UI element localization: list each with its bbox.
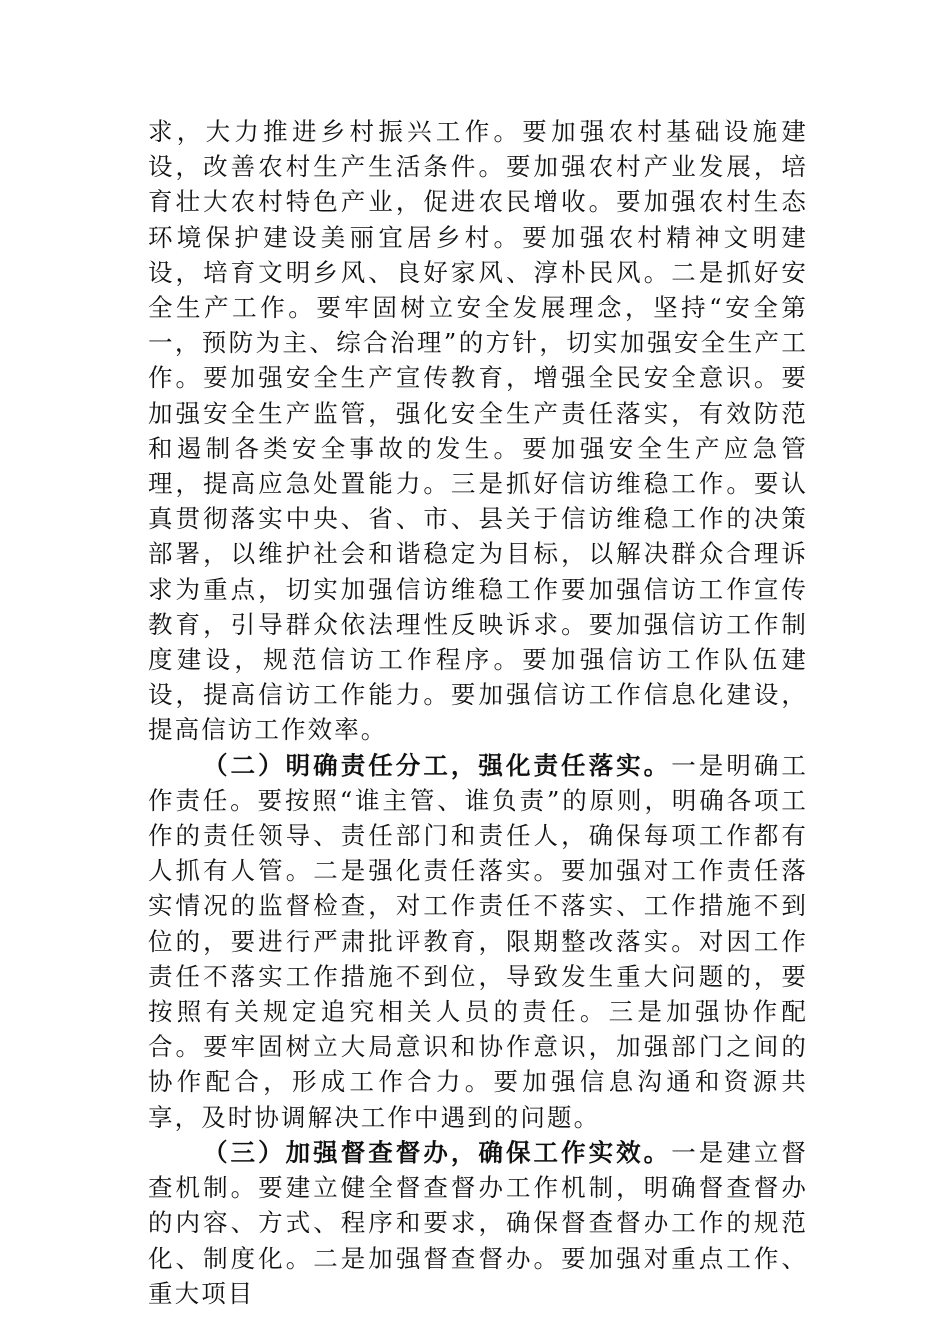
paragraph-section-2 <box>148 748 808 1135</box>
paragraph-continued <box>148 114 808 748</box>
section-heading: （二）明确责任分工，强化责任落实。 <box>203 750 672 780</box>
paragraph-text: 一是建立督查机制。要建立健全督查督办工作机制，明确督查督办的内容、方式、程序和要求，确保督查督办工作的规范化、制度化。二是加强督查督办。要加强对重点工作、重大项目 <box>148 1137 809 1308</box>
document-body <box>148 114 808 1311</box>
paragraph-text: 求，大力推进乡村振兴工作。要加强农村基础设施建设，改善农村生产生活条件。要加强农村产业发展，培育壮大农村特色产业，促进农民增收。要加强农村生态环境保护建设美丽宜居乡村。要加强农村精神文明建设，培育文明乡风、良好家风、淳朴民风。二是抓好安全生产工作。要牢固树立安全发展理念，坚持“安全第一，预防为主、综合治理”的方针，切实加强安全生产工作。要加强安全生产宣传教育，增强全民安全意识。要加强安全生产监管，强化安全生产责任落实，有效防范和遏制各类安全事故的发生。要加强安全生产应急管理，提高应急处置能力。三是抓好信访维稳工作。要认真贯彻落实中央、省、市、县关于信访维稳工作的决策部署，以维护社会和谐稳定为目标，以解决群众合理诉求为重点，切实加强信访维稳工作要加强信访工作宣传教育，引导群众依法理性反映诉求。要加强信访工作制度建设，规范信访工作程序。要加强信访工作队伍建设，提高信访工作能力。要加强信访工作信息化建设，提高信访工作效率。 <box>148 117 808 745</box>
paragraph-section-3 <box>148 1135 808 1311</box>
section-heading: （三）加强督查督办，确保工作实效。 <box>203 1137 672 1167</box>
paragraph-text: 一是明确工作责任。要按照“谁主管、谁负责”的原则，明确各项工作的责任领导、责任部门和责任人，确保每项工作都有人抓有人管。二是强化责任落实。要加强对工作责任落实情况的监督检查，对工作责任不落实、工作措施不到位的，要进行严肃批评教育，限期整改落实。对因工作责任不落实工作措施不到位，导致发生重大问题的，要按照有关规定追究相关人员的责任。三是加强协作配合。要牢固树立大局意识和协作意识，加强部门之间的协作配合，形成工作合力。要加强信息沟通和资源共享，及时协调解决工作中遇到的问题。 <box>148 750 809 1132</box>
